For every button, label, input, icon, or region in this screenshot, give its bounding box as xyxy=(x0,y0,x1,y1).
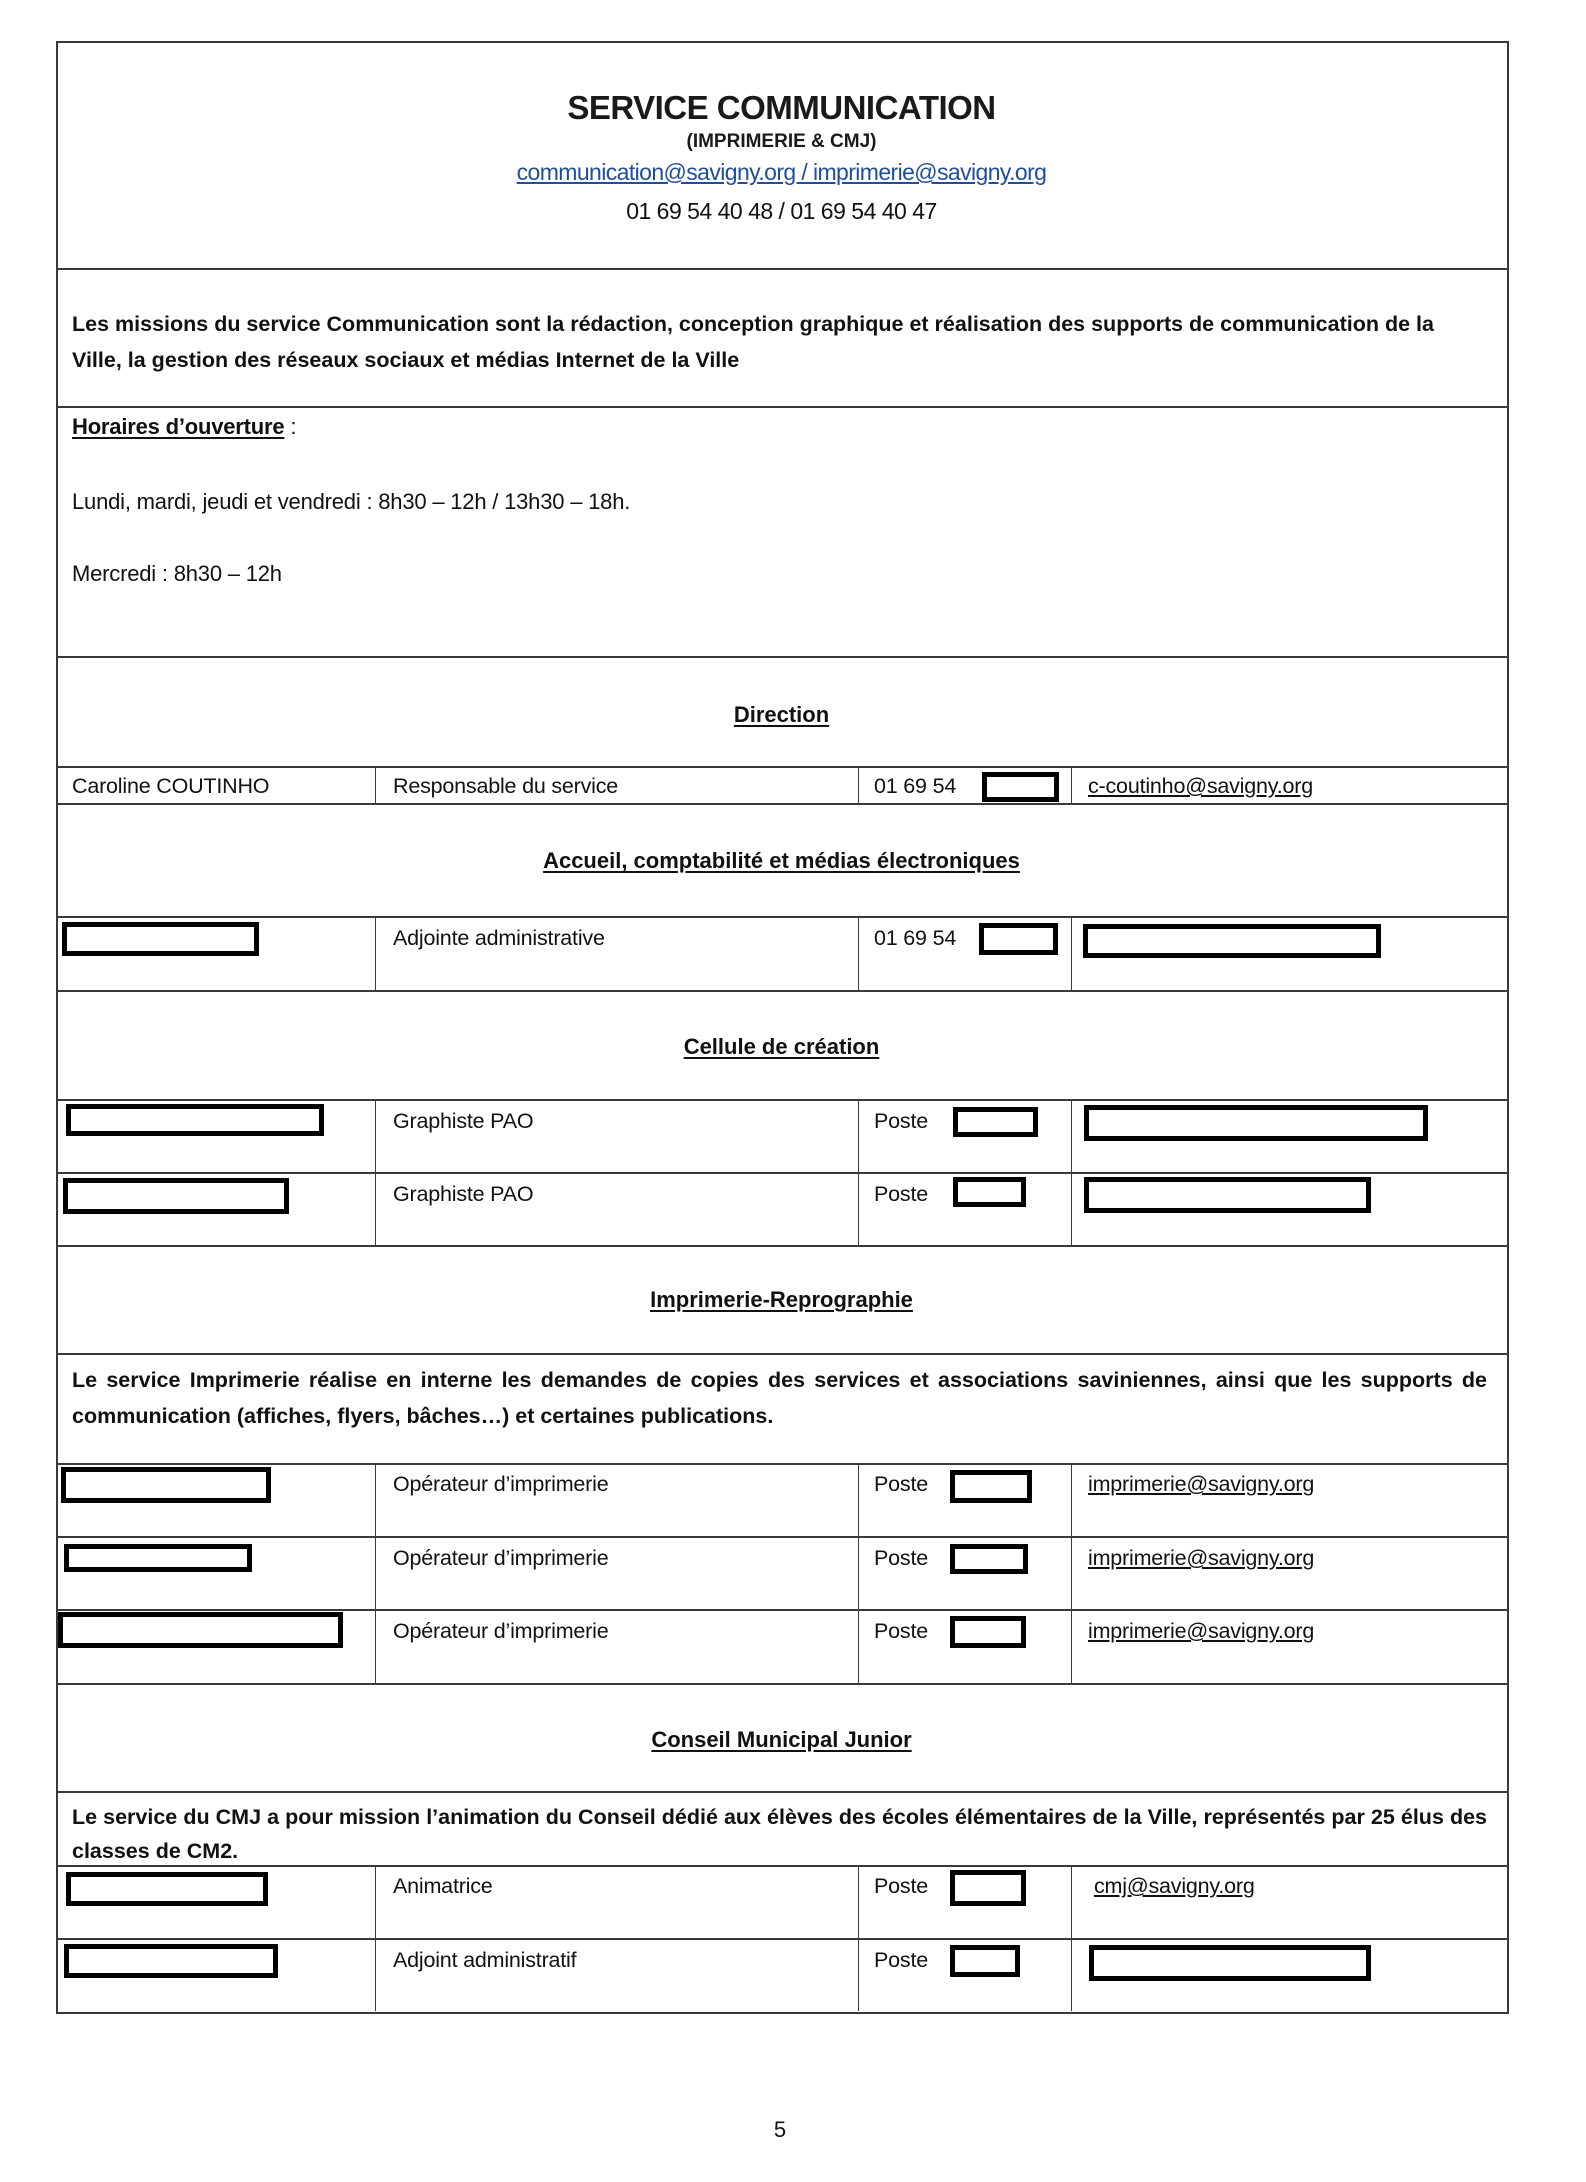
column-divider xyxy=(375,1099,376,1245)
row-divider xyxy=(56,990,1507,992)
redacted-staff-email xyxy=(1084,1105,1428,1141)
staff-role: Opérateur d’imprimerie xyxy=(393,1619,609,1643)
staff-role: Graphiste PAO xyxy=(393,1109,534,1133)
section-creation xyxy=(56,1034,1507,1060)
section-imprimerie xyxy=(56,1287,1507,1313)
hours-label-colon: : xyxy=(284,414,297,439)
column-divider xyxy=(858,1099,859,1245)
row-divider xyxy=(56,1099,1507,1101)
staff-phone-prefix: 01 69 54 xyxy=(874,774,957,798)
staff-role: Adjoint administratif xyxy=(393,1948,577,1972)
column-divider xyxy=(375,1463,376,1683)
redacted-phone-extension xyxy=(953,1107,1038,1137)
staff-name: Caroline COUTINHO xyxy=(72,774,270,798)
staff-phone-prefix: Poste xyxy=(874,1948,928,1972)
redacted-phone-extension xyxy=(982,772,1059,802)
staff-email-link[interactable]: imprimerie@savigny.org xyxy=(1088,1472,1315,1496)
section-heading-imprimerie: Imprimerie-Reprographie xyxy=(650,1287,913,1312)
staff-phone-prefix: Poste xyxy=(874,1472,928,1496)
row-divider xyxy=(56,916,1507,918)
page-number: 5 xyxy=(773,2117,787,2142)
row-divider xyxy=(56,1245,1507,1247)
row-divider xyxy=(56,803,1507,805)
column-divider xyxy=(858,766,859,803)
row-divider xyxy=(56,656,1507,658)
section-heading-direction: Direction xyxy=(733,702,830,727)
redacted-phone-extension xyxy=(979,923,1058,955)
row-divider xyxy=(56,1609,1507,1611)
column-divider xyxy=(1071,766,1072,803)
column-divider xyxy=(375,766,376,803)
section-cmj xyxy=(56,1727,1507,1753)
redacted-staff-name xyxy=(64,1544,252,1572)
column-divider xyxy=(1071,1865,1072,2011)
header-phones: 01 69 54 40 48 / 01 69 54 40 47 xyxy=(626,198,937,224)
redacted-staff-name xyxy=(61,1467,271,1503)
staff-email-link[interactable]: cmj@savigny.org xyxy=(1094,1874,1255,1898)
row-divider xyxy=(56,1536,1507,1538)
section-direction xyxy=(56,702,1507,728)
redacted-staff-name xyxy=(66,1104,324,1136)
row-divider xyxy=(56,766,1507,768)
staff-email-link[interactable]: c-coutinho@savigny.org xyxy=(1088,774,1313,798)
column-divider xyxy=(1071,916,1072,990)
staff-phone-prefix: Poste xyxy=(874,1619,928,1643)
column-divider xyxy=(1071,1463,1072,1683)
hours-label: Horaires d’ouverture xyxy=(72,414,285,439)
redacted-phone-extension xyxy=(950,1870,1026,1906)
redacted-staff-email xyxy=(1083,924,1381,958)
cmj-description: Le service du CMJ a pour mission l’animation du Conseil dédié aux élèves des écoles élémentaires de la Ville, représentés par 25 élus des classes de CM2. xyxy=(72,1805,1487,1863)
hours-weekdays: Lundi, mardi, jeudi et vendredi : 8h30 – 12h / 13h30 – 18h. xyxy=(72,489,631,514)
row-divider xyxy=(56,1683,1507,1685)
mission-text: Les missions du service Communication sont la rédaction, conception graphique et réalisation des supports de communication de la Ville, la gestion des réseaux sociaux et médias Internet de la Ville xyxy=(72,312,1434,372)
staff-email-link[interactable]: imprimerie@savigny.org xyxy=(1088,1619,1315,1643)
row-divider xyxy=(56,1938,1507,1940)
staff-role: Responsable du service xyxy=(393,774,619,798)
staff-role: Graphiste PAO xyxy=(393,1182,534,1206)
column-divider xyxy=(1071,1099,1072,1245)
staff-email-link[interactable]: imprimerie@savigny.org xyxy=(1088,1546,1315,1570)
page-subtitle: (IMPRIMERIE & CMJ) xyxy=(686,131,877,152)
row-divider xyxy=(56,1791,1507,1793)
redacted-staff-email xyxy=(1089,1945,1371,1981)
section-heading-cmj: Conseil Municipal Junior xyxy=(651,1727,912,1752)
hours-label-row xyxy=(72,414,296,440)
redacted-staff-name xyxy=(63,1178,289,1214)
redacted-phone-extension xyxy=(950,1544,1028,1574)
redacted-phone-extension xyxy=(950,1470,1032,1503)
staff-role: Animatrice xyxy=(393,1874,493,1898)
redacted-phone-extension xyxy=(953,1177,1026,1207)
section-heading-accueil: Accueil, comptabilité et médias électroniques xyxy=(543,848,1020,873)
redacted-staff-name xyxy=(64,1944,278,1978)
redacted-staff-email xyxy=(1084,1177,1371,1213)
section-heading-creation: Cellule de création xyxy=(683,1034,880,1059)
row-divider xyxy=(56,1353,1507,1355)
staff-role: Opérateur d’imprimerie xyxy=(393,1472,609,1496)
column-divider xyxy=(375,1865,376,2011)
column-divider xyxy=(858,916,859,990)
staff-phone-prefix: Poste xyxy=(874,1109,928,1133)
staff-role: Opérateur d’imprimerie xyxy=(393,1546,609,1570)
column-divider xyxy=(375,916,376,990)
redacted-staff-name xyxy=(62,922,259,956)
staff-phone-prefix: Poste xyxy=(874,1874,928,1898)
column-divider xyxy=(858,1463,859,1683)
row-divider xyxy=(56,268,1507,270)
staff-phone-prefix: Poste xyxy=(874,1182,928,1206)
redacted-phone-extension xyxy=(950,1945,1020,1977)
redacted-phone-extension xyxy=(950,1616,1026,1648)
column-divider xyxy=(858,1865,859,2011)
row-divider xyxy=(56,1172,1507,1174)
staff-phone-prefix: 01 69 54 xyxy=(874,926,957,950)
row-divider xyxy=(56,1463,1507,1465)
imprimerie-description: Le service Imprimerie réalise en interne les demandes de copies des services et associations saviniennes, ainsi que les supports de communication (affiches, flyers, bâches…) et certaines publications. xyxy=(72,1368,1487,1428)
hours-wednesday: Mercredi : 8h30 – 12h xyxy=(72,561,282,586)
row-divider xyxy=(56,406,1507,408)
staff-phone-prefix: Poste xyxy=(874,1546,928,1570)
page-title: SERVICE COMMUNICATION xyxy=(567,89,996,126)
redacted-staff-name xyxy=(58,1612,343,1648)
staff-role: Adjointe administrative xyxy=(393,926,605,950)
section-accueil xyxy=(56,848,1507,874)
header-emails xyxy=(56,159,1507,186)
redacted-staff-name xyxy=(66,1872,268,1906)
header-email-link[interactable]: communication@savigny.org / imprimerie@savigny.org xyxy=(516,159,1047,185)
